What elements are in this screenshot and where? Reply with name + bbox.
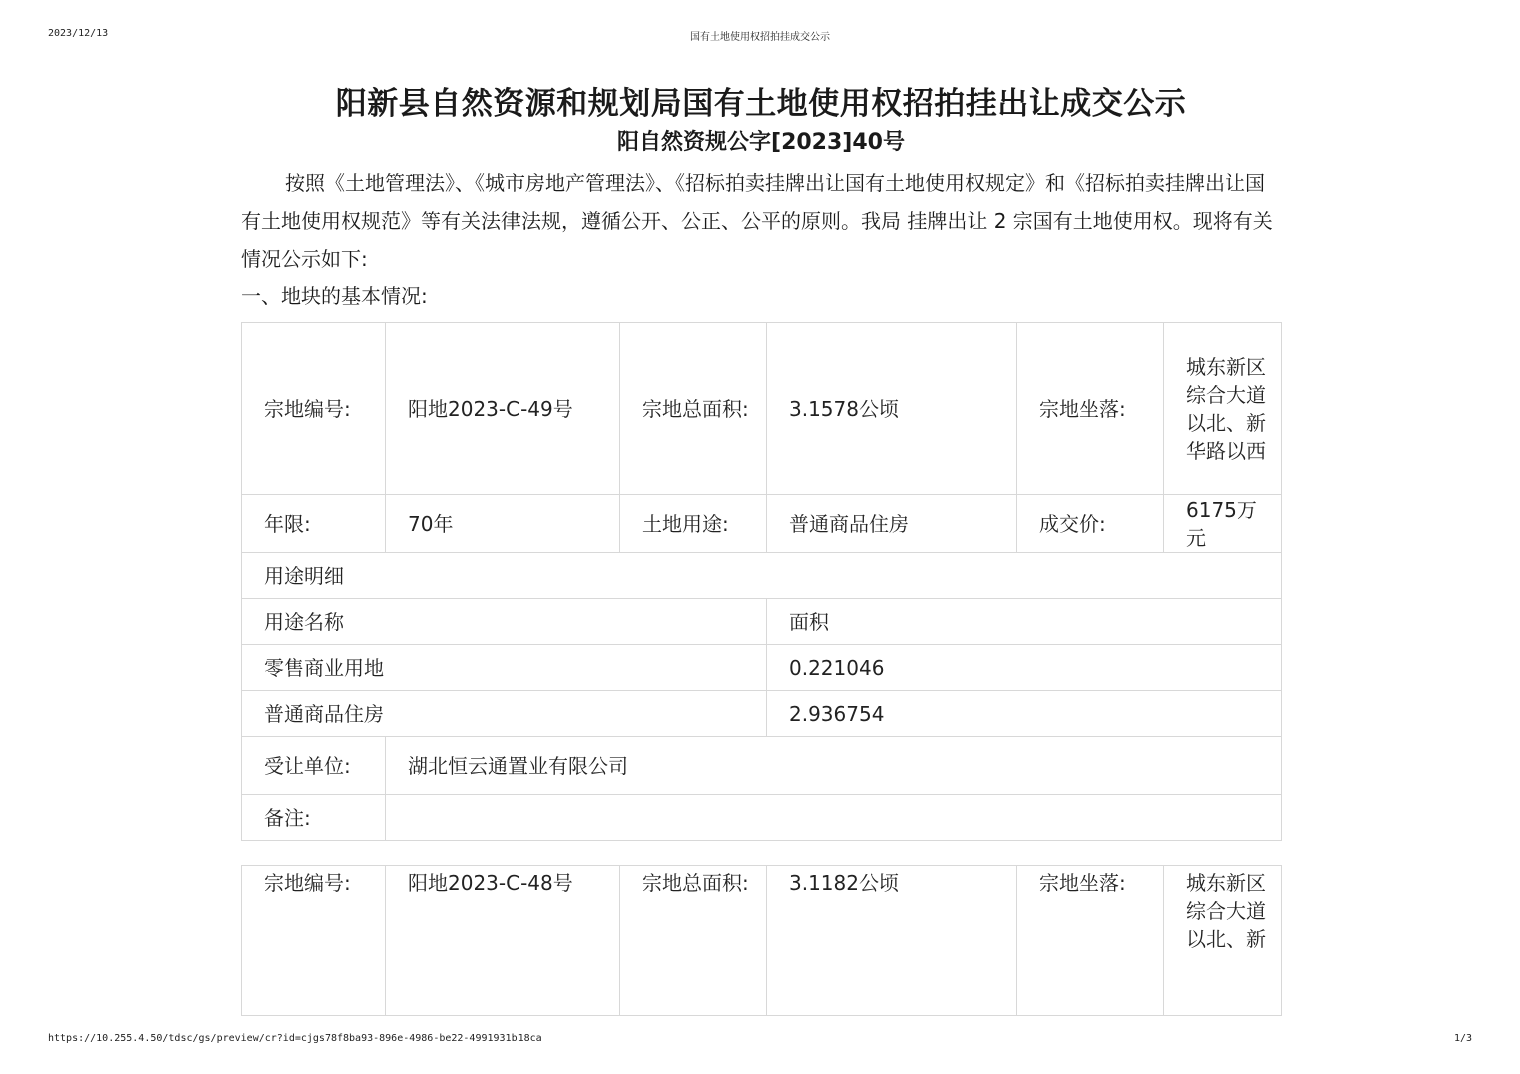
area-value: 3.1182公顷 <box>767 866 1017 1016</box>
grantee-value: 湖北恒云通置业有限公司 <box>386 737 1282 795</box>
notice-content <box>241 82 1281 1016</box>
use-detail-heading: 用途明细 <box>242 553 1282 599</box>
use-value: 普通商品住房 <box>767 495 1017 553</box>
location-value: 城东新区综合大道以北、新华路以西 <box>1164 323 1282 495</box>
parcel-no-label: 宗地编号: <box>242 323 386 495</box>
area-label: 宗地总面积: <box>620 866 767 1016</box>
use-name-cell: 普通商品住房 <box>242 691 767 737</box>
table-row <box>242 691 1282 737</box>
table-row <box>242 645 1282 691</box>
area-value: 3.1578公顷 <box>767 323 1017 495</box>
use-area-cell: 0.221046 <box>767 645 1282 691</box>
table-row <box>242 323 1282 495</box>
document-number: 阳自然资规公字[2023]40号 <box>617 130 905 155</box>
parcel-table-1 <box>241 322 1282 841</box>
parcel-no-value: 阳地2023-C-49号 <box>386 323 620 495</box>
use-name-header: 用途名称 <box>242 599 767 645</box>
use-area-cell: 2.936754 <box>767 691 1282 737</box>
grantee-label: 受让单位: <box>242 737 386 795</box>
table-row <box>242 737 1282 795</box>
parcel-no-label: 宗地编号: <box>242 866 386 1016</box>
location-label: 宗地坐落: <box>1017 323 1164 495</box>
parcel-table-2 <box>241 865 1282 1016</box>
use-label: 土地用途: <box>620 495 767 553</box>
table-row <box>242 553 1282 599</box>
remark-label: 备注: <box>242 795 386 841</box>
use-area-header: 面积 <box>767 599 1282 645</box>
page-number: 1/3 <box>1453 1033 1472 1044</box>
table-row <box>242 495 1282 553</box>
location-label: 宗地坐落: <box>1017 866 1164 1016</box>
print-doc-title: 国有土地使用权招拍挂成交公示 <box>690 32 830 43</box>
section-heading: 一、地块的基本情况: <box>241 284 428 308</box>
price-value: 6175万元 <box>1164 495 1282 553</box>
term-label: 年限: <box>242 495 386 553</box>
table-row <box>242 866 1282 1016</box>
print-url: https://10.255.4.50/tdsc/gs/preview/cr?id=cjgs78f8ba93-896e-4986-be22-4991931b18ca <box>48 1033 542 1044</box>
price-label: 成交价: <box>1017 495 1164 553</box>
parcel-no-value: 阳地2023-C-48号 <box>386 866 620 1016</box>
remark-value <box>386 795 1282 841</box>
intro-paragraph: 按照《土地管理法》、《城市房地产管理法》、《招标拍卖挂牌出让国有土地使用权规定》和《招标拍卖挂牌出让国有土地使用权规范》等有关法律法规，遵循公开、公正、公平的原则。我局 挂牌出让 2 宗国有土地使用权。现将有关情况公示如下: <box>241 171 1273 271</box>
page-title: 阳新县自然资源和规划局国有土地使用权招拍挂出让成交公示 <box>335 86 1187 122</box>
term-value: 70年 <box>386 495 620 553</box>
table-row <box>242 599 1282 645</box>
print-date: 2023/12/13 <box>48 28 109 39</box>
location-value: 城东新区综合大道以北、新 <box>1164 866 1282 1016</box>
table-row <box>242 795 1282 841</box>
area-label: 宗地总面积: <box>620 323 767 495</box>
use-name-cell: 零售商业用地 <box>242 645 767 691</box>
